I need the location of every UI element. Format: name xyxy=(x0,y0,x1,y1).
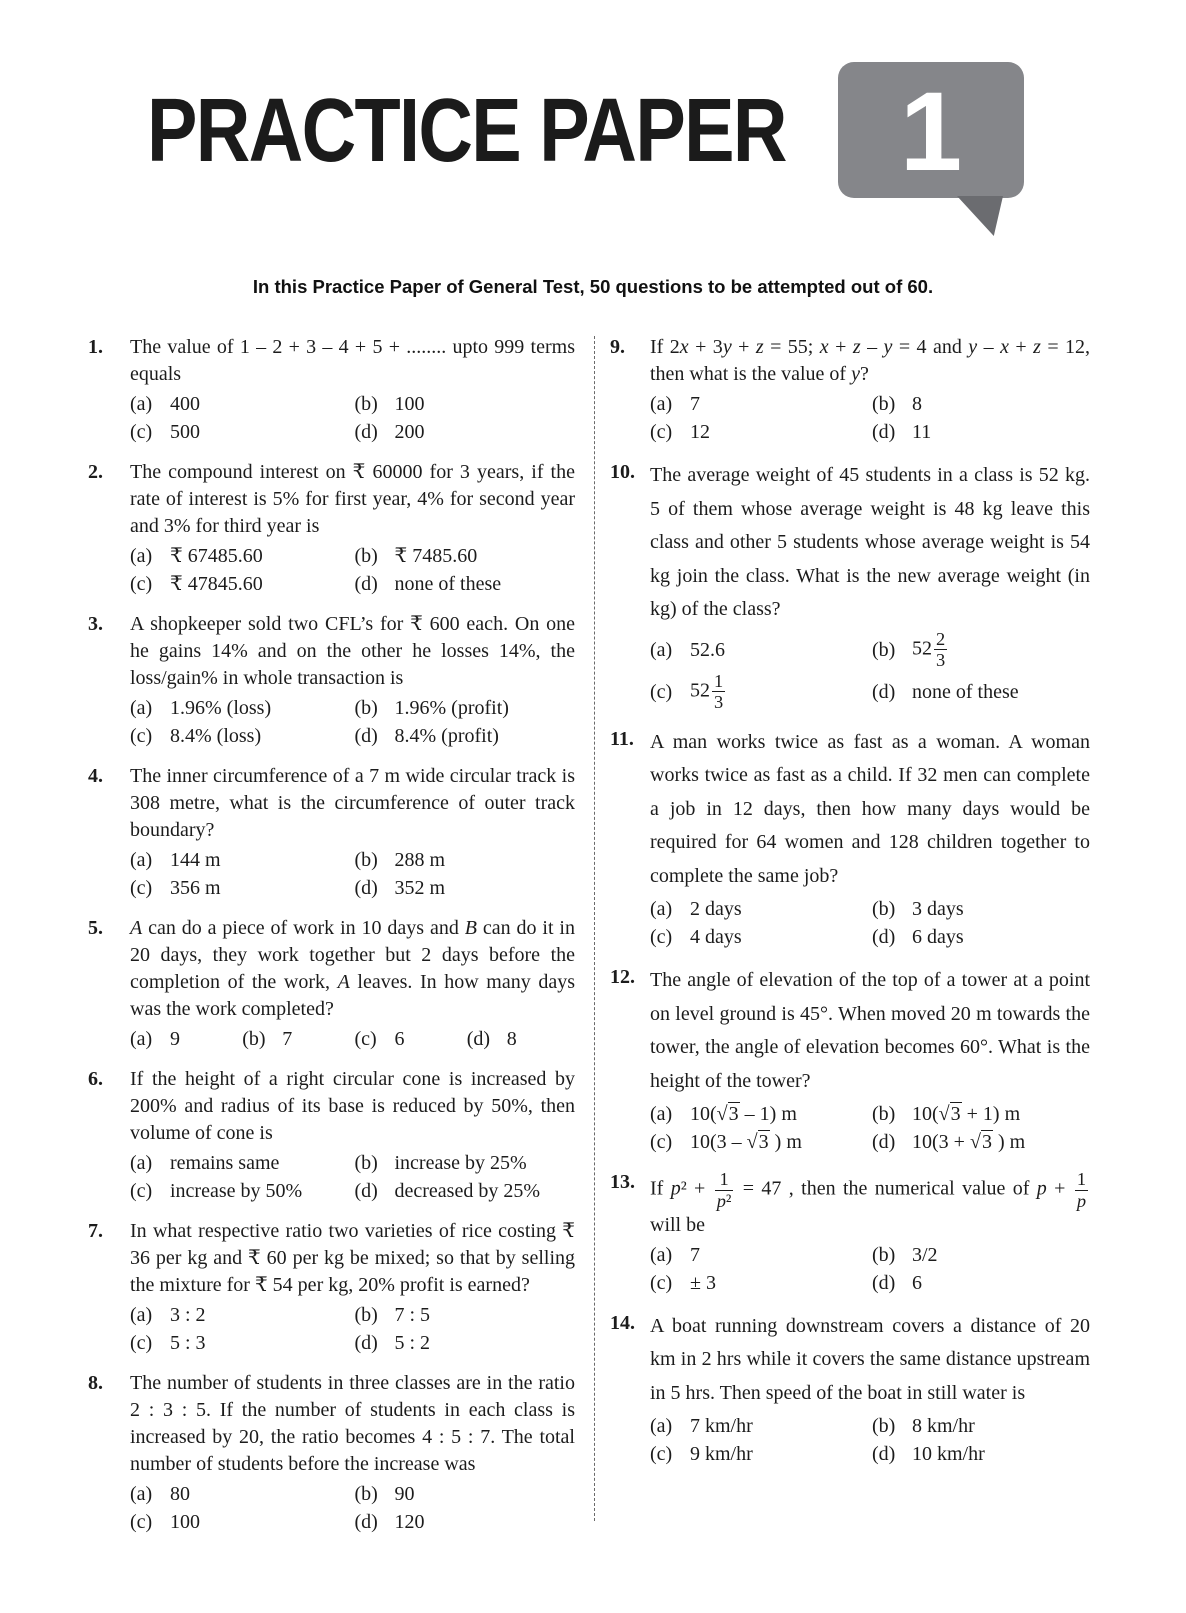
options-grid xyxy=(130,1480,575,1536)
option-label: (d) xyxy=(354,877,378,899)
option-label: (b) xyxy=(872,1415,896,1438)
option-c xyxy=(650,1440,868,1468)
option-label: (d) xyxy=(354,1332,378,1354)
option-label: (d) xyxy=(354,421,378,443)
option-c xyxy=(130,722,351,750)
option-label: (c) xyxy=(130,573,153,595)
option-c xyxy=(130,1508,351,1536)
question-item xyxy=(610,726,1090,952)
option-a xyxy=(130,694,351,722)
option-d xyxy=(355,1177,576,1205)
option-text: ₹ 47845.60 xyxy=(170,573,263,595)
option-text: decreased by 25% xyxy=(394,1180,540,1202)
question-item xyxy=(88,1370,575,1536)
question-text: A man works twice as fast as a woman. A woman works twice as fast as a child. If 32 men can complete a job in 12 days, then how many days would be required for 64 women and 128 children together to complete the same job? xyxy=(650,730,1090,887)
options-grid xyxy=(650,629,1090,713)
question-number: 7. xyxy=(88,1220,103,1242)
column-divider xyxy=(594,336,595,1521)
option-text: 6 days xyxy=(912,926,964,949)
question-text: The compound interest on ₹ 60000 for 3 years, if the rate of interest is 5% for first year, 4% for second year and 3% for third year is xyxy=(130,461,575,537)
option-label: (a) xyxy=(650,1243,673,1266)
question-text: The value of 1 – 2 + 3 – 4 + 5 + ........ upto 999 terms equals xyxy=(130,336,575,385)
option-b xyxy=(872,390,1090,418)
option-c xyxy=(650,671,868,713)
option-b xyxy=(355,1480,576,1508)
question-body xyxy=(130,611,575,750)
option-text: 6 xyxy=(912,1271,922,1294)
option-c xyxy=(130,874,351,902)
option-text: 500 xyxy=(170,421,200,443)
question-item xyxy=(88,763,575,902)
questions-column-left xyxy=(88,334,575,1536)
question-text: If the height of a right circular cone is increased by 200% and radius of its base is reduced by 50%, then volume of cone is xyxy=(130,1068,575,1144)
option-label: (a) xyxy=(130,393,153,415)
question-item xyxy=(88,915,575,1053)
option-label: (c) xyxy=(650,421,673,443)
option-text: 9 km/hr xyxy=(690,1443,753,1466)
option-b xyxy=(872,1241,1090,1269)
option-text: 352 m xyxy=(394,877,446,899)
option-text: increase by 50% xyxy=(170,1180,303,1202)
question-body xyxy=(650,1169,1090,1296)
option-text: 52 $\frac{1}{3}$ xyxy=(690,670,724,713)
option-a xyxy=(130,1480,351,1508)
paper-number-badge xyxy=(838,62,1024,198)
option-b xyxy=(355,846,576,874)
option-text: 80 xyxy=(170,1483,190,1505)
option-c xyxy=(355,1025,463,1053)
question-text: The inner circumference of a 7 m wide circular track is 308 metre, what is the circumference of outer track boundary? xyxy=(130,765,575,841)
option-label: (d) xyxy=(872,1131,896,1154)
option-label: (b) xyxy=(242,1028,266,1050)
question-number: 11. xyxy=(610,727,634,750)
option-label: (c) xyxy=(650,1271,673,1294)
question-number: 10. xyxy=(610,461,635,483)
question-text: A shopkeeper sold two CFL’s for ₹ 600 each. On one he gains 14% and on the other he losses 14%, the loss/gain% in whole transaction is xyxy=(130,613,575,689)
option-b xyxy=(872,895,1090,923)
question-number: 3. xyxy=(88,613,103,635)
question-body xyxy=(130,459,575,598)
option-text: 8 km/hr xyxy=(912,1415,975,1438)
option-text: 90 xyxy=(394,1483,415,1505)
option-text: 8 xyxy=(506,1028,517,1050)
option-text: 288 m xyxy=(394,849,446,871)
option-text: 10(√3 + 1) m xyxy=(912,1103,1021,1126)
option-label: (b) xyxy=(354,849,378,871)
option-d xyxy=(355,874,576,902)
options-grid xyxy=(650,1100,1090,1156)
option-label: (a) xyxy=(130,1304,153,1326)
option-text: 5 : 2 xyxy=(394,1332,431,1354)
option-text: 8 xyxy=(912,393,922,415)
option-label: (a) xyxy=(130,545,153,567)
option-d xyxy=(872,1269,1090,1297)
option-b xyxy=(355,542,576,570)
option-b xyxy=(872,1100,1090,1128)
option-text: 120 xyxy=(394,1511,425,1533)
option-text: 7 : 5 xyxy=(394,1304,431,1326)
option-text: 11 xyxy=(912,421,932,443)
question-body xyxy=(650,459,1090,713)
option-text: 7 km/hr xyxy=(690,1415,753,1438)
option-c xyxy=(650,923,868,951)
question-text: The number of students in three classes are in the ratio 2 : 3 : 5. If the number of students in each class is increased by 20, the ratio becomes 4 : 5 : 7. The total number of students before the increase was xyxy=(130,1372,575,1475)
option-text: 400 xyxy=(170,393,200,415)
option-label: (a) xyxy=(650,1415,673,1438)
option-label: (c) xyxy=(130,421,153,443)
option-d xyxy=(872,923,1090,951)
option-text: 7 xyxy=(690,393,700,415)
option-a xyxy=(130,390,351,418)
option-c xyxy=(650,418,868,446)
instruction-text: In this Practice Paper of General Test, 50 questions to be attempted out of 60. xyxy=(252,276,934,297)
option-label: (c) xyxy=(130,877,153,899)
option-text: increase by 25% xyxy=(394,1152,527,1174)
option-a xyxy=(650,1241,868,1269)
option-text: 10(√3 – 1) m xyxy=(690,1103,797,1126)
options-grid xyxy=(130,1025,575,1053)
question-body xyxy=(650,964,1090,1156)
option-text: 3 : 2 xyxy=(170,1304,206,1326)
option-text: 1.96% (loss) xyxy=(170,697,272,719)
options-grid xyxy=(130,1149,575,1205)
question-body xyxy=(650,334,1090,446)
option-label: (d) xyxy=(354,573,378,595)
question-number: 12. xyxy=(610,966,635,989)
options-grid xyxy=(130,390,575,446)
question-item xyxy=(610,1310,1090,1469)
option-b xyxy=(355,1301,576,1329)
option-text: ± 3 xyxy=(690,1271,716,1294)
option-label: (c) xyxy=(650,926,673,949)
option-label: (b) xyxy=(872,1103,896,1126)
option-label: (c) xyxy=(650,1131,673,1154)
option-a xyxy=(650,895,868,923)
question-text: A can do a piece of work in 10 days and B can do it in 20 days, they work together but 2 days before the completion of the work, A leaves. In how many days was the work completed? xyxy=(130,917,575,1020)
option-label: (d) xyxy=(354,725,378,747)
option-d xyxy=(355,418,576,446)
option-b xyxy=(355,694,576,722)
option-text: 52 $\frac{2}{3}$ xyxy=(912,628,946,671)
option-text: 3/2 xyxy=(912,1243,938,1266)
option-c xyxy=(130,418,351,446)
option-label: (a) xyxy=(650,898,673,921)
option-label: (b) xyxy=(354,697,378,719)
option-label: (c) xyxy=(650,680,673,703)
option-text: 2 days xyxy=(690,898,742,921)
question-text: If p² + $\frac{1}{\text{p²}}$ = 47 , then the numerical value of p + $\frac{1}{p}$ will be xyxy=(650,1169,1087,1236)
question-body xyxy=(130,1370,575,1536)
options-grid xyxy=(650,895,1090,951)
option-text: 10 km/hr xyxy=(912,1443,985,1466)
option-label: (b) xyxy=(354,1152,378,1174)
question-number: 8. xyxy=(88,1372,103,1394)
question-number: 4. xyxy=(88,765,103,787)
option-label: (d) xyxy=(872,421,896,443)
question-item xyxy=(610,964,1090,1156)
option-label: (b) xyxy=(872,898,896,921)
question-body xyxy=(650,1310,1090,1469)
question-text: The average weight of 45 students in a class is 52 kg. 5 of them whose average weight is 48 kg leave this class and other 5 students whose average weight is 54 kg join the class. What is the new average weight (in kg) of the class? xyxy=(650,464,1090,620)
option-text: 7 xyxy=(690,1243,700,1266)
question-item xyxy=(88,1218,575,1357)
paper-number: 1 xyxy=(899,69,963,194)
option-label: (b) xyxy=(872,638,896,661)
option-text: 5 : 3 xyxy=(170,1332,206,1354)
option-text: 3 days xyxy=(912,898,964,921)
option-c xyxy=(650,1269,868,1297)
question-body xyxy=(130,1066,575,1205)
option-d xyxy=(355,570,576,598)
option-b xyxy=(872,629,1090,671)
option-a xyxy=(130,1025,238,1053)
option-label: (d) xyxy=(872,926,896,949)
question-item xyxy=(610,334,1090,446)
option-label: (c) xyxy=(130,725,153,747)
option-text: 7 xyxy=(282,1028,293,1050)
option-label: (d) xyxy=(354,1180,378,1202)
option-label: (a) xyxy=(130,697,153,719)
option-text: 200 xyxy=(394,421,425,443)
option-label: (c) xyxy=(130,1332,153,1354)
option-text: 12 xyxy=(690,421,710,443)
question-number: 14. xyxy=(610,1311,635,1334)
question-body xyxy=(130,763,575,902)
option-d xyxy=(872,1128,1090,1156)
option-a xyxy=(650,390,868,418)
option-text: ₹ 67485.60 xyxy=(170,545,263,567)
option-b xyxy=(355,390,576,418)
question-number: 1. xyxy=(88,336,103,358)
option-text: none of these xyxy=(912,680,1019,703)
question-item xyxy=(88,611,575,750)
option-text: 356 m xyxy=(170,877,221,899)
option-d xyxy=(355,1329,576,1357)
option-a xyxy=(130,542,351,570)
option-label: (d) xyxy=(872,680,896,703)
question-number: 6. xyxy=(88,1068,103,1090)
question-text: If 2x + 3y + z = 55; x + z – y = 4 and y – x + z = 12, then what is the value of y? xyxy=(650,336,1091,385)
option-text: 10(3 – √3 ) m xyxy=(690,1131,802,1154)
option-text: 8.4% (loss) xyxy=(170,725,262,747)
option-d xyxy=(872,1440,1090,1468)
option-b xyxy=(355,1149,576,1177)
option-label: (a) xyxy=(130,1152,153,1174)
question-number: 13. xyxy=(610,1171,635,1194)
question-body xyxy=(650,726,1090,952)
options-grid xyxy=(130,694,575,750)
question-number: 5. xyxy=(88,917,103,939)
option-text: 9 xyxy=(170,1028,180,1050)
option-d xyxy=(355,1508,576,1536)
option-d xyxy=(872,418,1090,446)
option-text: 100 xyxy=(170,1511,200,1533)
options-grid xyxy=(650,390,1090,446)
option-text: 100 xyxy=(394,393,425,415)
option-label: (a) xyxy=(130,1483,153,1505)
option-a xyxy=(130,1301,351,1329)
option-label: (d) xyxy=(872,1443,896,1466)
option-text: 144 m xyxy=(170,849,221,871)
option-label: (a) xyxy=(650,638,673,661)
option-a xyxy=(650,629,868,671)
option-label: (b) xyxy=(354,1483,378,1505)
option-label: (a) xyxy=(130,849,153,871)
option-c xyxy=(130,570,351,598)
question-body xyxy=(130,915,575,1053)
option-label: (a) xyxy=(130,1028,153,1050)
option-label: (a) xyxy=(650,1103,673,1126)
option-text: 1.96% (profit) xyxy=(394,697,509,719)
option-b xyxy=(872,1412,1090,1440)
question-number: 2. xyxy=(88,461,103,483)
option-text: 4 days xyxy=(690,926,742,949)
question-item xyxy=(88,459,575,598)
questions-column-right xyxy=(610,334,1090,1468)
options-grid xyxy=(130,542,575,598)
options-grid xyxy=(650,1241,1090,1297)
option-label: (c) xyxy=(130,1511,153,1533)
option-c xyxy=(650,1128,868,1156)
option-label: (b) xyxy=(872,1243,896,1266)
option-d xyxy=(872,671,1090,713)
option-a xyxy=(130,1149,351,1177)
option-a xyxy=(650,1412,868,1440)
question-body xyxy=(130,334,575,446)
option-label: (b) xyxy=(872,393,896,415)
option-c xyxy=(130,1177,351,1205)
options-grid xyxy=(650,1412,1090,1468)
option-label: (c) xyxy=(650,1443,673,1466)
option-text: remains same xyxy=(170,1152,280,1174)
option-d xyxy=(355,722,576,750)
option-b xyxy=(242,1025,350,1053)
question-item xyxy=(88,1066,575,1205)
option-label: (b) xyxy=(354,1304,378,1326)
option-text: none of these xyxy=(394,573,502,595)
options-grid xyxy=(130,1301,575,1357)
option-label: (a) xyxy=(650,393,673,415)
question-body xyxy=(130,1218,575,1357)
option-text: 6 xyxy=(394,1028,405,1050)
option-text: 10(3 + √3 ) m xyxy=(912,1131,1026,1154)
question-item xyxy=(88,334,575,446)
question-item xyxy=(610,459,1090,713)
option-label: (d) xyxy=(354,1511,378,1533)
option-label: (c) xyxy=(354,1028,377,1050)
question-text: The angle of elevation of the top of a tower at a point on level ground is 45°. When moved 20 m towards the tower, the angle of elevation becomes 60°. What is the height of the tower? xyxy=(650,969,1090,1092)
option-a xyxy=(650,1100,868,1128)
question-text: In what respective ratio two varieties of rice costing ₹ 36 per kg and ₹ 60 per kg be mixed; so that by selling the mixture for ₹ 54 per kg, 20% profit is earned? xyxy=(130,1220,575,1296)
question-number: 9. xyxy=(610,336,625,358)
option-d xyxy=(467,1025,575,1053)
options-grid xyxy=(130,846,575,902)
option-label: (b) xyxy=(354,545,378,567)
option-text: 8.4% (profit) xyxy=(394,725,499,747)
option-a xyxy=(130,846,351,874)
question-text: A boat running downstream covers a distance of 20 km in 2 hrs while it covers the same distance upstream in 5 hrs. Then speed of the boat in still water is xyxy=(650,1314,1090,1404)
option-label: (d) xyxy=(872,1271,896,1294)
option-label: (d) xyxy=(466,1028,491,1050)
option-label: (c) xyxy=(130,1180,153,1202)
page-title: PRACTICE PAPER xyxy=(147,81,786,181)
question-item xyxy=(610,1169,1090,1296)
badge-tail-icon xyxy=(957,196,1003,236)
option-label: (b) xyxy=(354,393,378,415)
option-text: 52.6 xyxy=(690,638,725,661)
option-c xyxy=(130,1329,351,1357)
option-text: ₹ 7485.60 xyxy=(394,545,478,567)
